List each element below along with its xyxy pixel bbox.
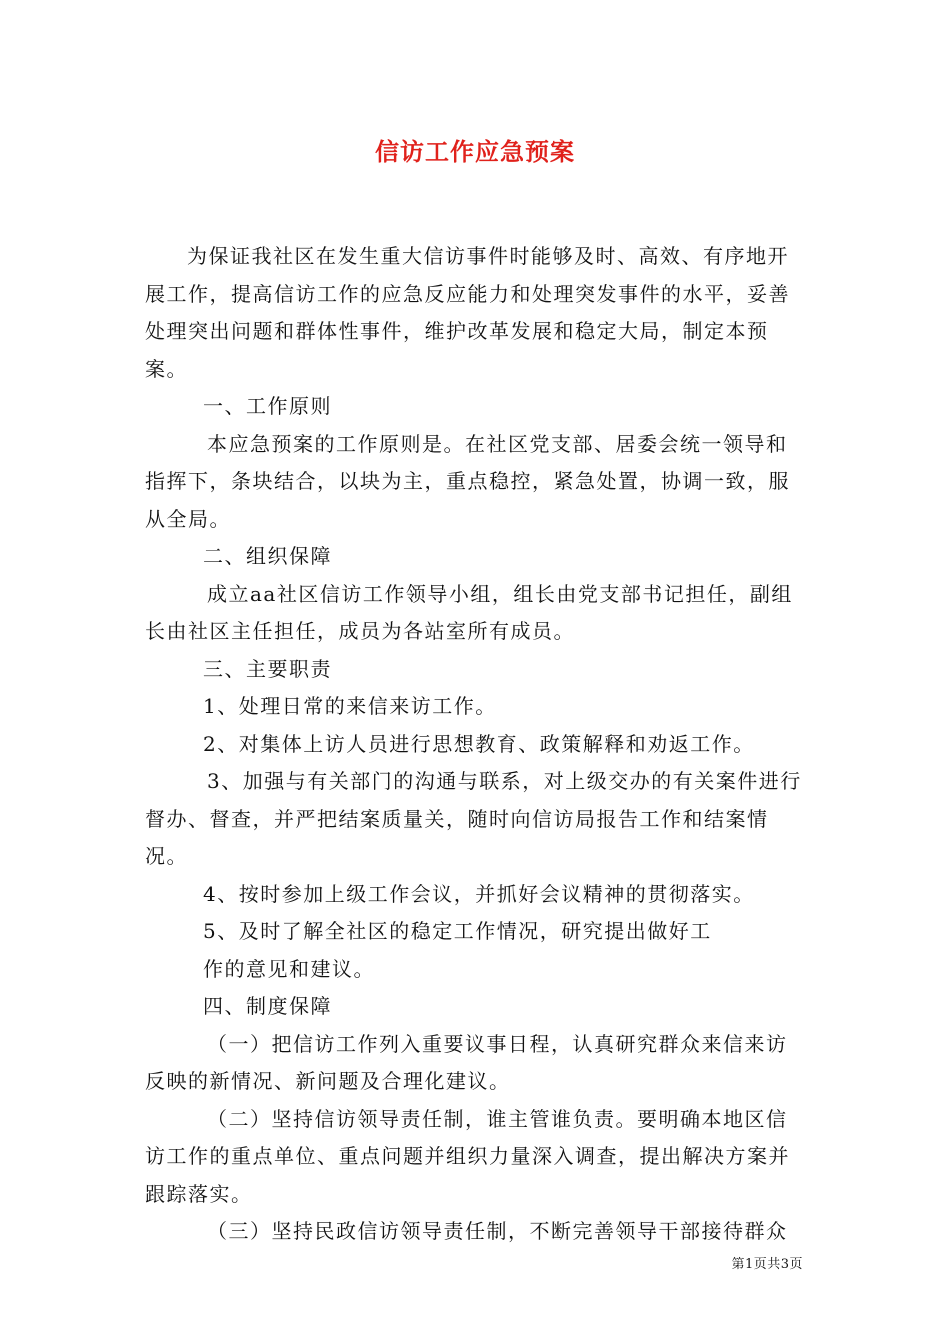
section-heading-duties: 三、主要职责 xyxy=(203,656,332,681)
duty-item-5: 5、及时了解全社区的稳定工作情况，研究提出做好工 xyxy=(203,919,712,943)
section-heading-system: 四、制度保障 xyxy=(203,994,332,1018)
duty-item-2: 2、对集体上访人员进行思想教育、政策解释和劝返工作。 xyxy=(203,731,755,756)
duty-item-1: 1、处理日常的来信来访工作。 xyxy=(203,694,497,718)
duty-item-5-continued: 作的意见和建议。 xyxy=(203,956,375,981)
system-item-2: （二）坚持信访领导责任制，谁主管谁负责。要明确本地区信访工作的重点单位、重点问题并组织力量深入调查，提出解决方案并跟踪落实。 xyxy=(145,1106,790,1206)
paragraph-intro: 为保证我社区在发生重大信访事件时能够及时、高效、有序地开展工作，提高信访工作的应急反应能力和处理突发事件的水平，妥善处理突出问题和群体性事件，维护改革发展和稳定大局，制定本预案。 xyxy=(145,244,790,381)
duty-item-4: 4、按时参加上级工作会议，并抓好会议精神的贯彻落实。 xyxy=(203,881,755,906)
section-heading-organization: 二、组织保障 xyxy=(203,544,332,568)
system-item-1: （一）把信访工作列入重要议事日程，认真研究群众来信来访反映的新情况、新问题及合理化建议。 xyxy=(145,1031,788,1093)
system-item-3: （三）坚持民政信访领导责任制，不断完善领导干部接待群众 xyxy=(207,1219,788,1243)
paragraph-organization: 成立aa社区信访工作领导小组，组长由党支部书记担任，副组长由社区主任担任，成员为各站室所有成员。 xyxy=(145,581,793,643)
paragraph-principles: 本应急预案的工作原则是。在社区党支部、居委会统一领导和指挥下，条块结合，以块为主，重点稳控，紧急处置，协调一致，服从全局。 xyxy=(145,431,790,531)
duty-item-3: 3、加强与有关部门的沟通与联系，对上级交办的有关案件进行督办、督查，并严把结案质量关，随时向信访局报告工作和结案情况。 xyxy=(145,769,802,868)
page-number: 第1页共3页 xyxy=(731,1257,803,1272)
document-title: 信访工作应急预案 xyxy=(375,137,575,166)
document-body xyxy=(145,238,807,1251)
section-heading-principles: 一、工作原则 xyxy=(203,394,332,418)
